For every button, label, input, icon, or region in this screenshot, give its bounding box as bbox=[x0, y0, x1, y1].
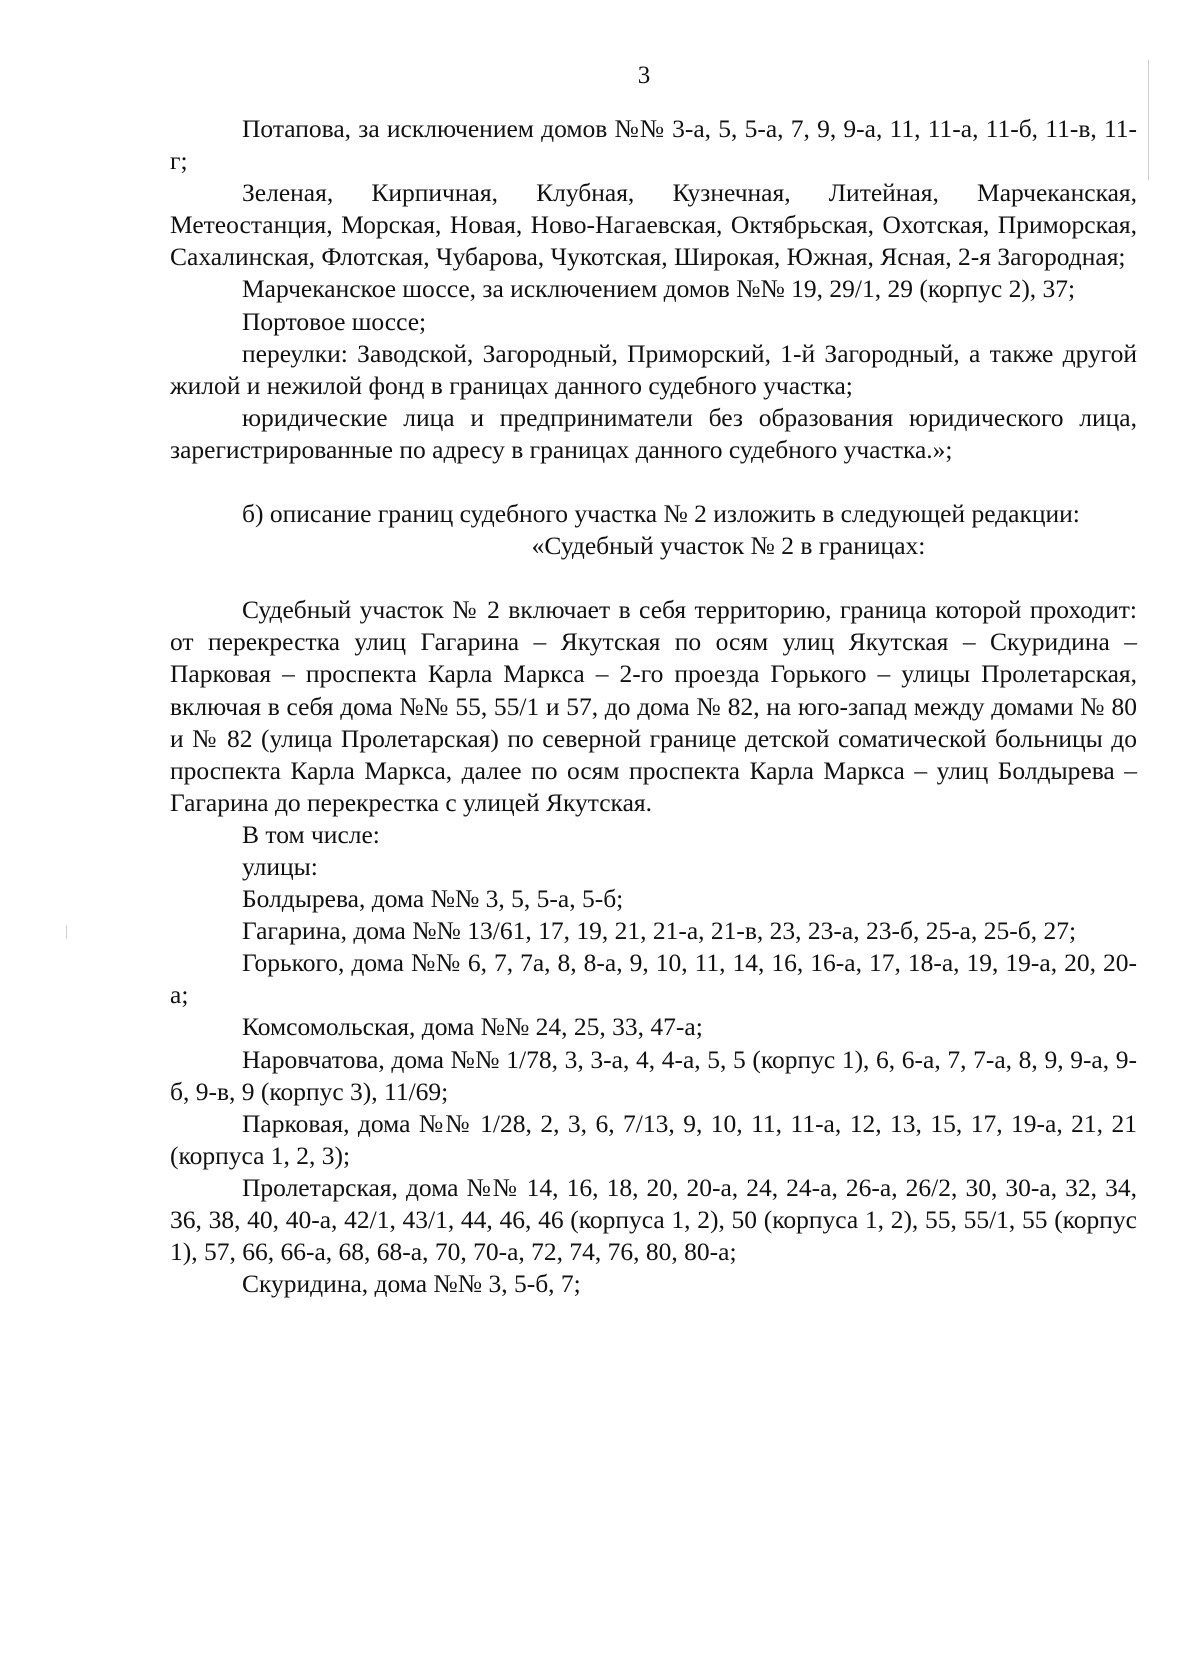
paragraph-lanes: переулки: Заводской, Загородный, Приморский, 1-й Загородный, а также другой жилой и нежилой фонд в границах данного судебного участка; bbox=[170, 338, 1137, 400]
paragraph-proletarskaya: Пролетарская, дома №№ 14, 16, 18, 20, 20-а, 24, 24-а, 26-а, 26/2, 30, 30-а, 32, 34, 36, 38, 40, 40-а, 42/1, 43/1, 44, 46, 46 (корпуса 1, 2), 50 (корпуса 1, 2), 55, 55/1, 55 (корпус 1), 57, 66, 66-а, 68, 68-а, 70, 70-а, 72, 74, 76, 80, 80-а; bbox=[170, 1172, 1137, 1267]
paragraph-parkovaya: Парковая, дома №№ 1/28, 2, 3, 6, 7/13, 9, 10, 11, 11-а, 12, 13, 15, 17, 19-а, 21, 21 (корпуса 1, 2, 3); bbox=[170, 1108, 1137, 1170]
scan-artifact bbox=[66, 925, 67, 939]
paragraph-boundary-description: Судебный участок № 2 включает в себя территорию, граница которой проходит: от перекрестка улиц Гагарина – Якутская по осям улиц Якутская – Скуридина – Парковая – проспекта Карла Маркса – 2-го проезда Горького – улицы Пролетарская, включая в себя дома №№ 55, 55/1 и 57, до дома № 82, на юго-запад между домами № 80 и № 82 (улица Пролетарская) по северной границе детской соматической больницы до проспекта Карла Маркса, далее по осям проспекта Карла Маркса – улиц Болдырева – Гагарина до перекрестка с улицей Якутская. bbox=[170, 595, 1137, 817]
paragraph-gagarina: Гагарина, дома №№ 13/61, 17, 19, 21, 21-а, 21-в, 23, 23-а, 23-б, 25-а, 25-б, 27; bbox=[242, 916, 1077, 946]
paragraph-narovchatova: Наровчатова, дома №№ 1/78, 3, 3-а, 4, 4-а, 5, 5 (корпус 1), 6, 6-а, 7, 7-а, 8, 9, 9-а, 9-б, 9-в, 9 (корпус 3), 11/69; bbox=[170, 1044, 1137, 1106]
paragraph-marchekanskoe-shosse: Марчеканское шоссе, за исключением домов №№ 19, 29/1, 29 (корпус 2), 37; bbox=[242, 274, 1076, 304]
document-body bbox=[170, 113, 1137, 1300]
paragraph-including: В том числе: bbox=[242, 819, 380, 849]
page-number: 3 bbox=[637, 62, 651, 89]
paragraph-portovoe-shosse: Портовое шоссе; bbox=[242, 306, 427, 336]
paragraph-streets-list: Зеленая, Кирпичная, Клубная, Кузнечная, Литейная, Марчеканская, Метеостанция, Морская, Новая, Ново-Нагаевская, Октябрьская, Охотская, Приморская, Сахалинская, Флотская, Чубарова, Чукотская, Широкая, Южная, Ясная, 2-я Загородная; bbox=[170, 178, 1137, 272]
scan-artifact bbox=[1148, 60, 1149, 180]
paragraph-streets-label: улицы: bbox=[242, 851, 318, 881]
section-heading: «Судебный участок № 2 в границах: bbox=[531, 531, 926, 561]
paragraph-legal-entities: юридические лица и предприниматели без образования юридического лица, зарегистрированные по адресу в границах данного судебного участка.»; bbox=[170, 402, 1137, 464]
paragraph-skuridina: Скуридина, дома №№ 3, 5-б, 7; bbox=[242, 1269, 581, 1299]
paragraph-komsomolskaya: Комсомольская, дома №№ 24, 25, 33, 47-а; bbox=[242, 1012, 703, 1042]
paragraph-boldyreva: Болдырева, дома №№ 3, 5, 5-а, 5-б; bbox=[242, 884, 624, 914]
paragraph-item-b: б) описание границ судебного участка № 2 изложить в следующей редакции: bbox=[242, 499, 1080, 529]
paragraph-potapova: Потапова, за исключением домов №№ 3-а, 5, 5-а, 7, 9, 9-а, 11, 11-а, 11-б, 11-в, 11-г; bbox=[170, 114, 1137, 176]
paragraph-gorkogo: Горького, дома №№ 6, 7, 7а, 8, 8-а, 9, 10, 11, 14, 16, 16-а, 17, 18-а, 19, 19-а, 20, 20-а; bbox=[170, 948, 1137, 1010]
